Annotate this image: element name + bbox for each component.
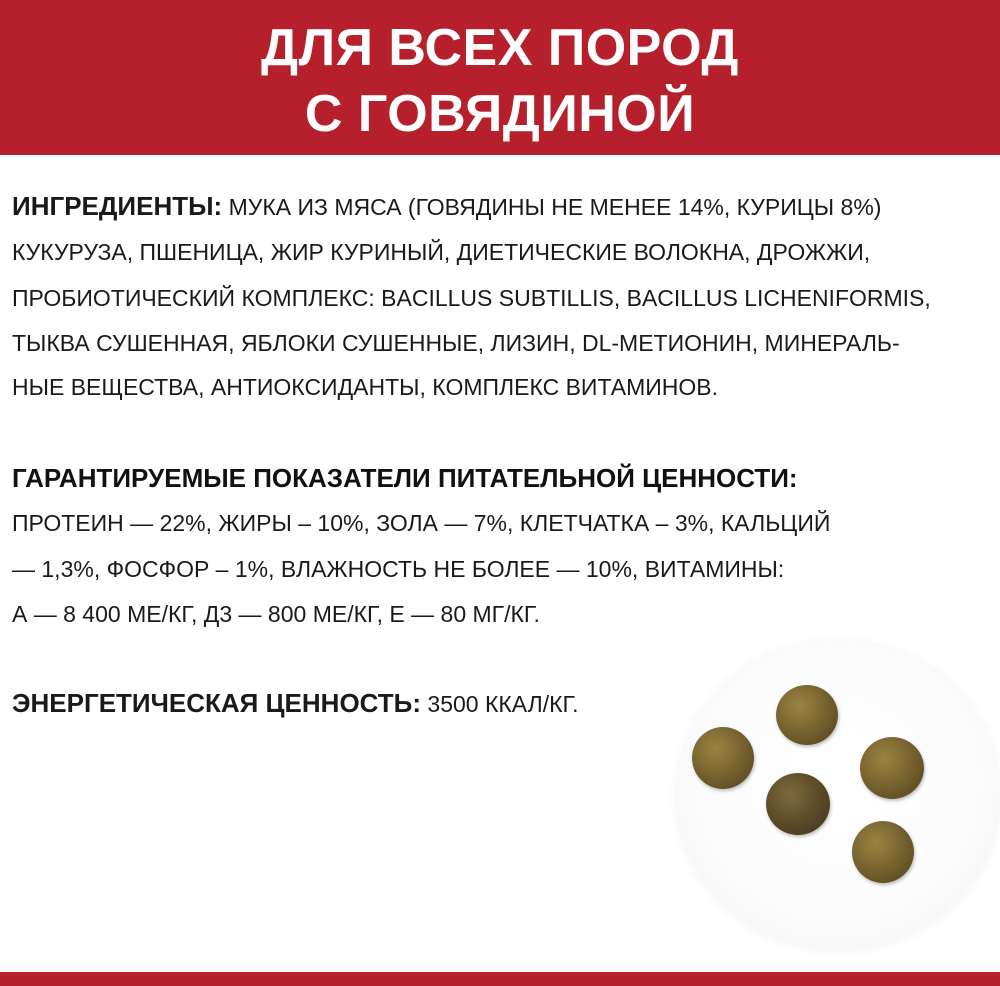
kibble-icon xyxy=(860,737,924,799)
nutrition-line-3: А — 8 400 МЕ/КГ, Д3 — 800 МЕ/КГ, Е — 80 МГ/КГ. xyxy=(12,601,540,627)
kibble-photo-icon xyxy=(676,641,1000,951)
bottom-bar xyxy=(0,972,1000,986)
ingredients-line-4: ТЫКВА СУШЕННАЯ, ЯБЛОКИ СУШЕННЫЕ, ЛИЗИН, DL-МЕТИОНИН, МИНЕРАЛЬ- xyxy=(12,330,900,356)
ingredients-label: ИНГРЕДИЕНТЫ: xyxy=(12,191,223,221)
kibble-icon xyxy=(692,727,754,789)
energy-label: ЭНЕРГЕТИЧЕСКАЯ ЦЕННОСТЬ: xyxy=(12,688,422,718)
kibble-icon xyxy=(766,773,830,835)
title-banner xyxy=(0,0,1000,155)
kibble-icon xyxy=(776,685,838,745)
nutrition-line-2: — 1,3%, ФОСФОР – 1%, ВЛАЖНОСТЬ НЕ БОЛЕЕ — 10%, ВИТАМИНЫ: xyxy=(12,556,785,582)
nutrition-heading: ГАРАНТИРУЕМЫЕ ПОКАЗАТЕЛИ ПИТАТЕЛЬНОЙ ЦЕННОСТИ: xyxy=(12,463,798,493)
ingredients-text-1: МУКА ИЗ МЯСА (ГОВЯДИНЫ НЕ МЕНЕЕ 14%, КУРИЦЫ 8%) xyxy=(222,194,882,220)
ingredients-line-5: НЫЕ ВЕЩЕСТВА, АНТИОКСИДАНТЫ, КОМПЛЕКС ВИТАМИНОВ. xyxy=(12,374,719,400)
ingredients-line-2: КУКУРУЗА, ПШЕНИЦА, ЖИР КУРИНЫЙ, ДИЕТИЧЕСКИЕ ВОЛОКНА, ДРОЖЖИ, xyxy=(12,239,871,265)
kibble-icon xyxy=(852,821,914,883)
nutrition-line-1: ПРОТЕИН — 22%, ЖИРЫ – 10%, ЗОЛА — 7%, КЛЕТЧАТКА – 3%, КАЛЬЦИЙ xyxy=(12,510,831,536)
ingredients-line-1 xyxy=(12,190,881,223)
energy-value: 3500 ККАЛ/КГ. xyxy=(421,691,579,717)
ingredients-line-3: ПРОБИОТИЧЕСКИЙ КОМПЛЕКС: BACILLUS SUBTILLIS, BACILLUS LICHENIFORMIS, xyxy=(12,285,931,311)
banner-title-line-1: ДЛЯ ВСЕХ ПОРОД xyxy=(261,19,739,77)
banner-title-line-2: С ГОВЯДИНОЙ xyxy=(304,85,696,143)
energy-line xyxy=(12,687,579,720)
